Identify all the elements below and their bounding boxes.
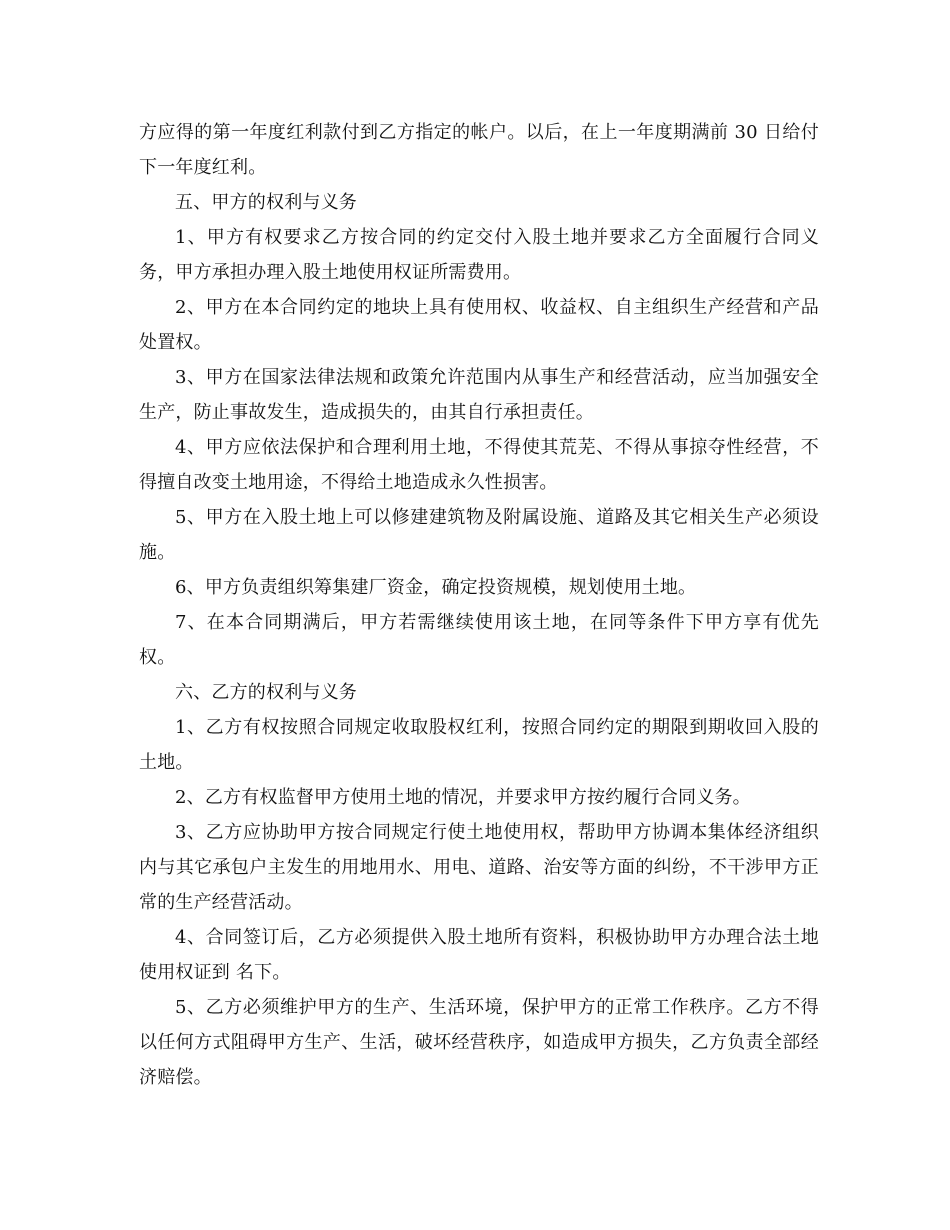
clause-a-1: 1、甲方有权要求乙方按合同的约定交付入股土地并要求乙方全面履行合同义务，甲方承担办理入股土地使用权证所需费用。 <box>139 227 819 283</box>
clause-b-5: 5、乙方必须维护甲方的生产、生活环境，保护甲方的正常工作秩序。乙方不得以任何方式阻碍甲方生产、生活，破坏经营秩序，如造成甲方损失，乙方负责全部经济赔偿。 <box>139 997 819 1088</box>
paragraph-continuation: 方应得的第一年度红利款付到乙方指定的帐户。以后，在上一年度期满前 30 日给付下一年度红利。 <box>139 122 819 178</box>
clause-b-3: 3、乙方应协助甲方按合同规定行使土地使用权，帮助甲方协调本集体经济组织内与其它承包户主发生的用地用水、用电、道路、治安等方面的纠纷，不干涉甲方正常的生产经营活动。 <box>139 822 819 913</box>
clause-a-4: 4、甲方应依法保护和合理利用土地，不得使其荒芜、不得从事掠夺性经营，不得擅自改变土地用途，不得给土地造成永久性损害。 <box>139 437 819 493</box>
clause-a-7: 7、在本合同期满后，甲方若需继续使用该土地，在同等条件下甲方享有优先权。 <box>139 612 819 668</box>
section-heading-party-b: 六、乙方的权利与义务 <box>175 682 357 703</box>
clause-b-4: 4、合同签订后，乙方必须提供入股土地所有资料，积极协助甲方办理合法土地使用权证到 名下。 <box>139 927 819 983</box>
clause-a-3: 3、甲方在国家法律法规和政策允许范围内从事生产和经营活动，应当加强安全生产，防止事故发生，造成损失的，由其自行承担责任。 <box>139 367 819 423</box>
document-body <box>139 115 819 1095</box>
clause-a-6: 6、甲方负责组织筹集建厂资金，确定投资规模，规划使用土地。 <box>175 577 697 598</box>
section-heading-party-a: 五、甲方的权利与义务 <box>175 192 357 213</box>
clause-b-2: 2、乙方有权监督甲方使用土地的情况，并要求甲方按约履行合同义务。 <box>175 787 751 808</box>
clause-b-1: 1、乙方有权按照合同规定收取股权红利，按照合同约定的期限到期收回入股的土地。 <box>139 717 819 773</box>
clause-a-2: 2、甲方在本合同约定的地块上具有使用权、收益权、自主组织生产经营和产品处置权。 <box>139 297 819 353</box>
clause-a-5: 5、甲方在入股土地上可以修建建筑物及附属设施、道路及其它相关生产必须设施。 <box>139 507 819 563</box>
